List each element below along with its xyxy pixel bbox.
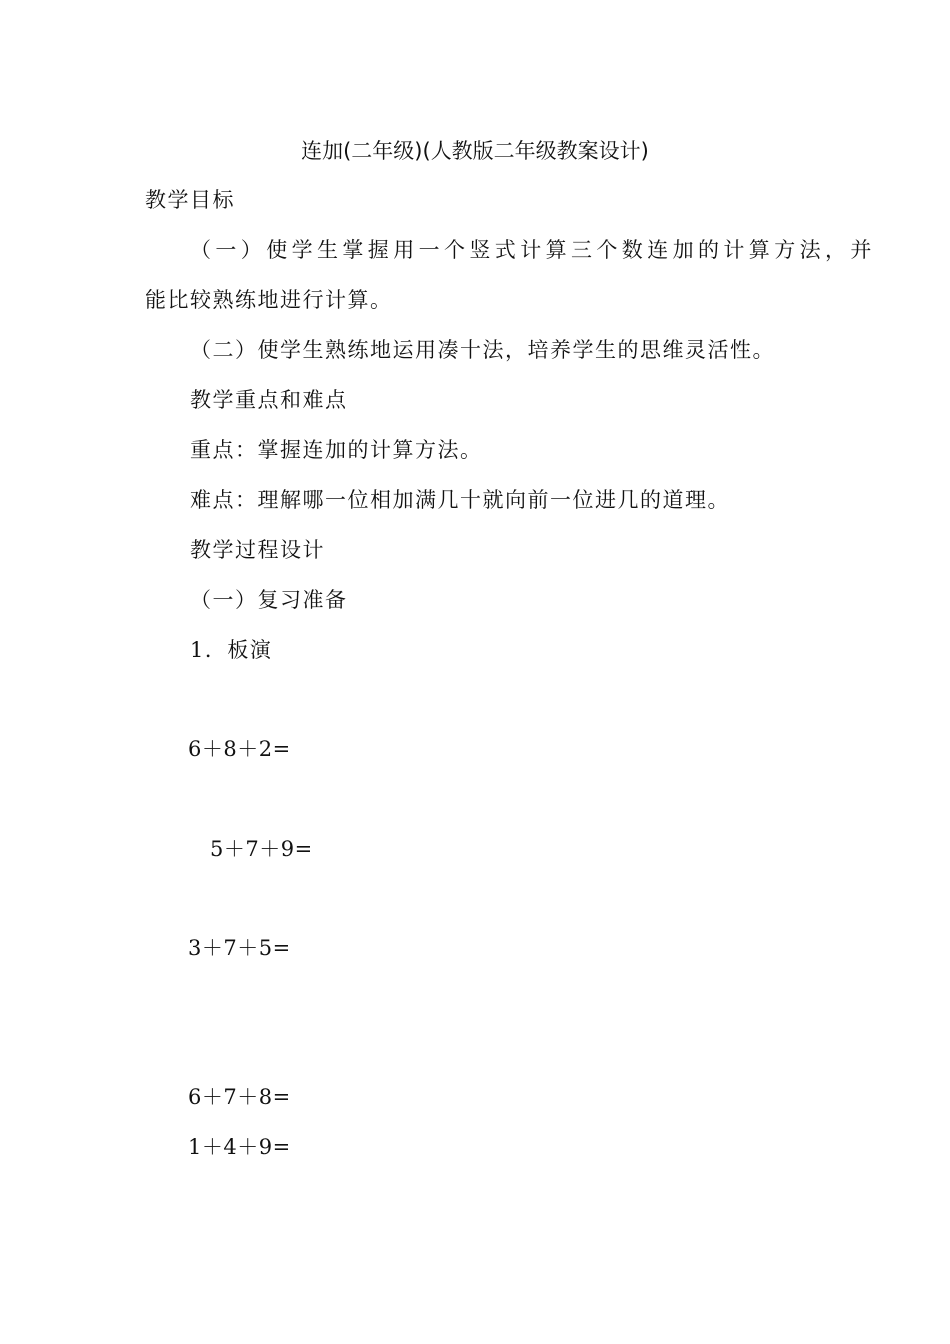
exercise-3: 3＋7＋5= xyxy=(188,936,291,960)
section-heading-teaching-goals: 教学目标 xyxy=(145,188,235,212)
document-title: 连加(二年级)(人教版二年级教案设计) xyxy=(301,139,649,163)
difficult-point: 难点：理解哪一位相加满几十就向前一位进几的道理。 xyxy=(190,488,730,512)
exercise-1: 6＋8＋2= xyxy=(188,737,291,761)
exercise-4: 6＋7＋8= xyxy=(188,1085,291,1109)
key-point: 重点：掌握连加的计算方法。 xyxy=(190,438,483,462)
subsection-review: （一）复习准备 xyxy=(190,588,348,612)
section-heading-process: 教学过程设计 xyxy=(190,538,325,562)
item-board-demo: 1．板演 xyxy=(190,638,273,662)
exercise-5: 1＋4＋9= xyxy=(188,1135,291,1159)
goal-1-line-1: （一）使学生掌握用一个竖式计算三个数连加的计算方法，并 xyxy=(190,238,876,262)
section-heading-key-points: 教学重点和难点 xyxy=(190,388,348,412)
goal-1-line-2: 能比较熟练地进行计算。 xyxy=(145,288,393,312)
goal-2: （二）使学生熟练地运用凑十法，培养学生的思维灵活性。 xyxy=(190,338,775,362)
exercise-2: 5＋7＋9= xyxy=(210,837,313,861)
